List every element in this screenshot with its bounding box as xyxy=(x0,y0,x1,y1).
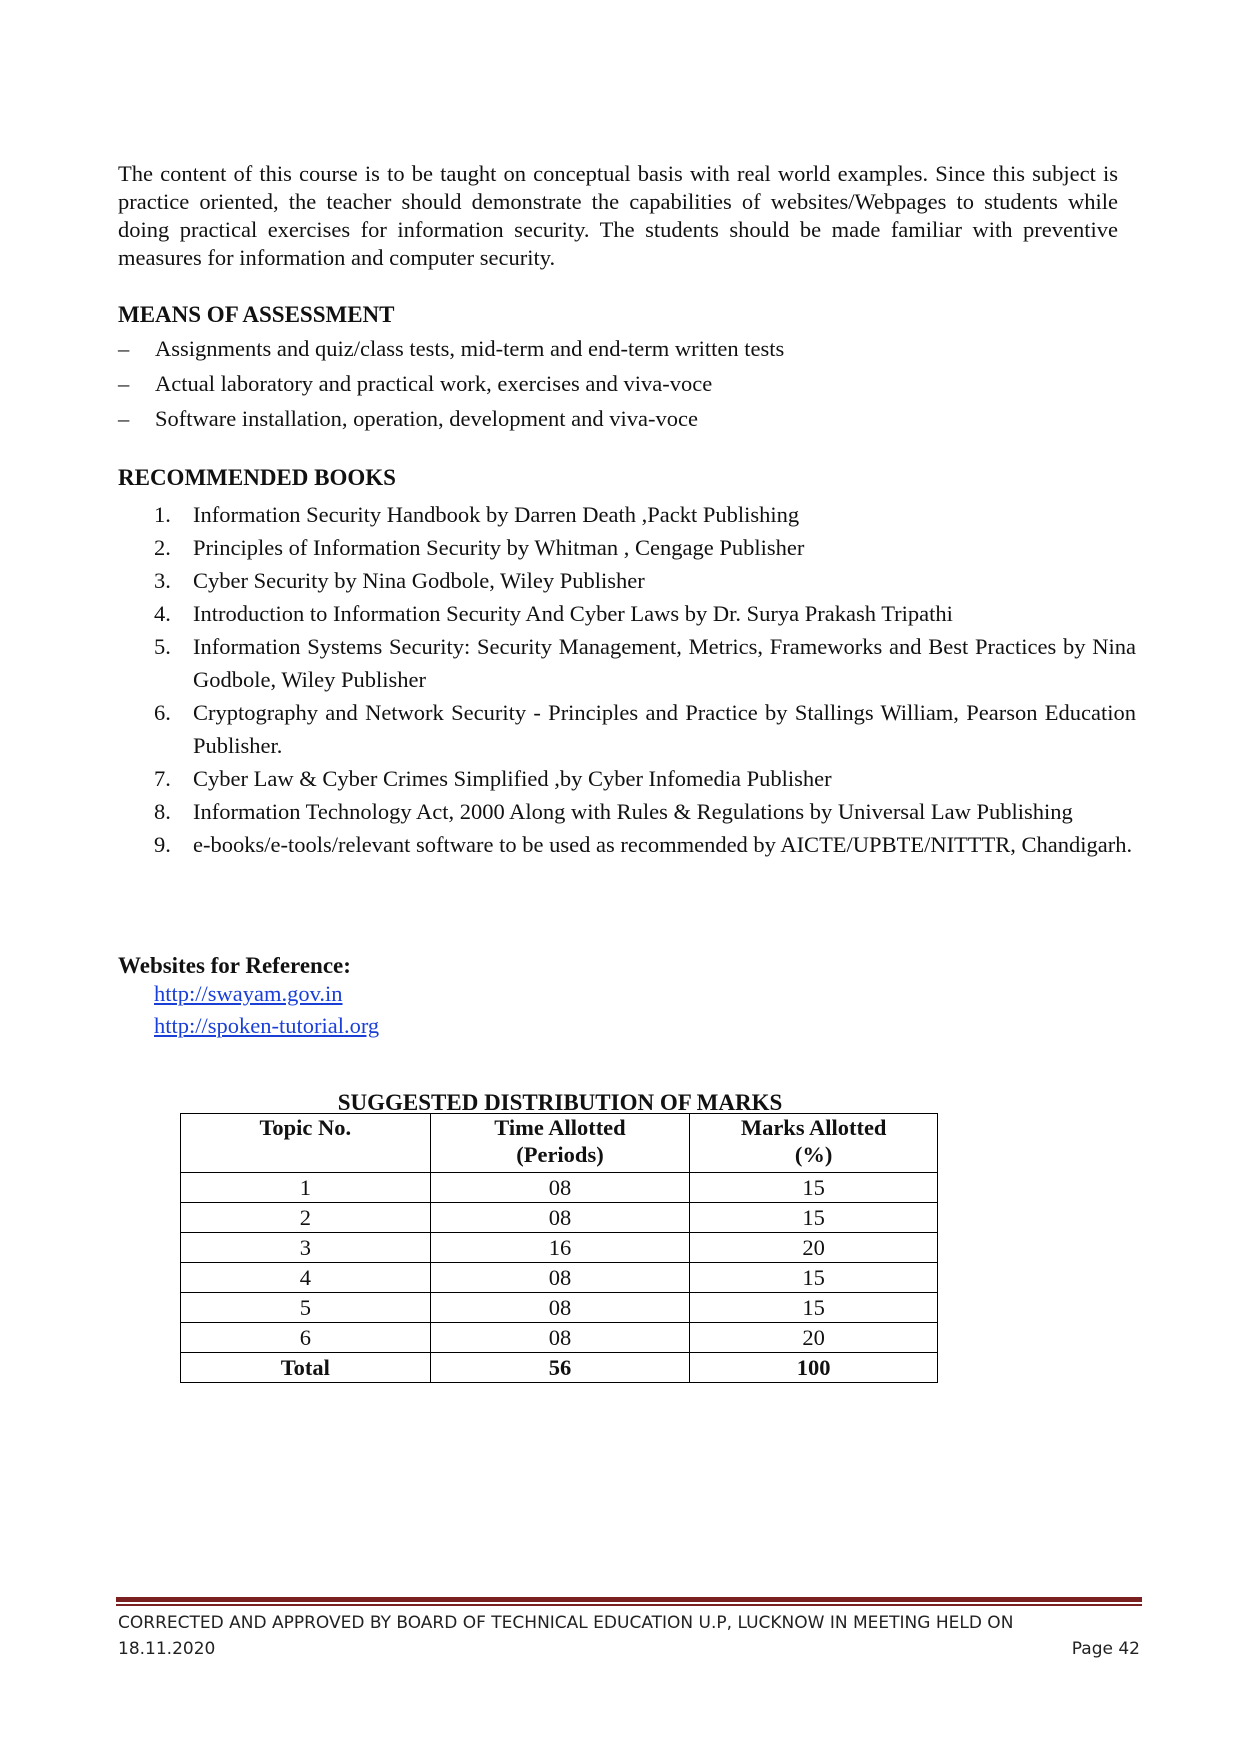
books-list xyxy=(154,498,1136,861)
intro-paragraph: The content of this course is to be taught on conceptual basis with real world examples. Since this subject is practice oriented, the teacher should demonstrate the capabilities of websites/Webpages to students while doing practical exercises for information security. The students should be made familiar with preventive measures for information and computer security. xyxy=(118,161,1118,270)
websites-heading: Websites for Reference: xyxy=(118,953,351,978)
total-label-cell: Total xyxy=(181,1353,431,1383)
table-row xyxy=(181,1203,938,1233)
table-row xyxy=(181,1233,938,1263)
marks-cell: 15 xyxy=(690,1263,938,1293)
assessment-heading: MEANS OF ASSESSMENT xyxy=(118,302,395,327)
marks-cell: 20 xyxy=(690,1323,938,1353)
topic-cell: 1 xyxy=(181,1173,431,1203)
table-row xyxy=(181,1293,938,1323)
time-cell: 08 xyxy=(430,1203,690,1233)
topic-cell: 2 xyxy=(181,1203,431,1233)
column-header-time: Time Allotted (Periods) xyxy=(430,1114,690,1173)
page-number: Page 42 xyxy=(1071,1639,1140,1659)
time-cell: 08 xyxy=(430,1173,690,1203)
book-item: 9. e-books/e-tools/relevant software to be used as recommended by AICTE/UPBTE/NITTTR, Chandigarh. xyxy=(154,832,1133,857)
time-cell: 08 xyxy=(430,1323,690,1353)
book-item: 2. Principles of Information Security by Whitman , Cengage Publisher xyxy=(154,535,805,560)
footer-divider-thick xyxy=(116,1597,1142,1602)
book-item: 5. Information Systems Security: Security Management, Metrics, Frameworks and Best Practices by Nina Godbole, Wiley Publisher xyxy=(154,634,1136,692)
total-marks-cell: 100 xyxy=(690,1353,938,1383)
assessment-item: – Assignments and quiz/class tests, mid-term and end-term written tests xyxy=(118,331,784,366)
book-item: 1. Information Security Handbook by Darren Death ,Packt Publishing xyxy=(154,502,800,527)
table-header-row xyxy=(181,1114,938,1173)
column-header-marks: Marks Allotted (%) xyxy=(690,1114,938,1173)
marks-cell: 15 xyxy=(690,1173,938,1203)
table-row xyxy=(181,1173,938,1203)
footer-date: 18.11.2020 xyxy=(118,1639,216,1659)
column-header-topic: Topic No. xyxy=(181,1114,431,1173)
footer-divider-thin xyxy=(116,1604,1142,1606)
book-item: 4. Introduction to Information Security And Cyber Laws by Dr. Surya Prakash Tripathi xyxy=(154,601,953,626)
books-heading: RECOMMENDED BOOKS xyxy=(118,465,396,490)
time-cell: 08 xyxy=(430,1293,690,1323)
table-row xyxy=(181,1263,938,1293)
dash-bullet: – xyxy=(118,371,130,396)
assessment-item: – Software installation, operation, development and viva-voce xyxy=(118,401,784,436)
book-item: 3. Cyber Security by Nina Godbole, Wiley Publisher xyxy=(154,568,645,593)
table-total-row xyxy=(181,1353,938,1383)
marks-distribution-table xyxy=(180,1113,938,1383)
total-time-cell: 56 xyxy=(430,1353,690,1383)
assessment-item: – Actual laboratory and practical work, exercises and viva-voce xyxy=(118,366,784,401)
topic-cell: 4 xyxy=(181,1263,431,1293)
marks-table-title: SUGGESTED DISTRIBUTION OF MARKS xyxy=(337,1090,783,1115)
topic-cell: 3 xyxy=(181,1233,431,1263)
page-footer xyxy=(118,1610,1140,1662)
website-link-swayam[interactable]: http://swayam.gov.in xyxy=(154,981,343,1006)
book-item: 8. Information Technology Act, 2000 Along with Rules & Regulations by Universal Law Publishing xyxy=(154,799,1073,824)
marks-cell: 15 xyxy=(690,1203,938,1233)
assessment-list xyxy=(118,331,784,436)
topic-cell: 5 xyxy=(181,1293,431,1323)
book-item: 7. Cyber Law & Cyber Crimes Simplified ,by Cyber Infomedia Publisher xyxy=(154,766,832,791)
dash-bullet: – xyxy=(118,406,130,431)
time-cell: 08 xyxy=(430,1263,690,1293)
topic-cell: 6 xyxy=(181,1323,431,1353)
marks-cell: 15 xyxy=(690,1293,938,1323)
table-row xyxy=(181,1323,938,1353)
website-link-spoken-tutorial[interactable]: http://spoken-tutorial.org xyxy=(154,1013,380,1038)
time-cell: 16 xyxy=(430,1233,690,1263)
footer-approval-text: CORRECTED AND APPROVED BY BOARD OF TECHNICAL EDUCATION U.P, LUCKNOW IN MEETING HELD ON xyxy=(118,1613,1014,1633)
marks-cell: 20 xyxy=(690,1233,938,1263)
dash-bullet: – xyxy=(118,336,130,361)
book-item: 6. Cryptography and Network Security - Principles and Practice by Stallings William, Pearson Education Publisher. xyxy=(154,700,1136,758)
